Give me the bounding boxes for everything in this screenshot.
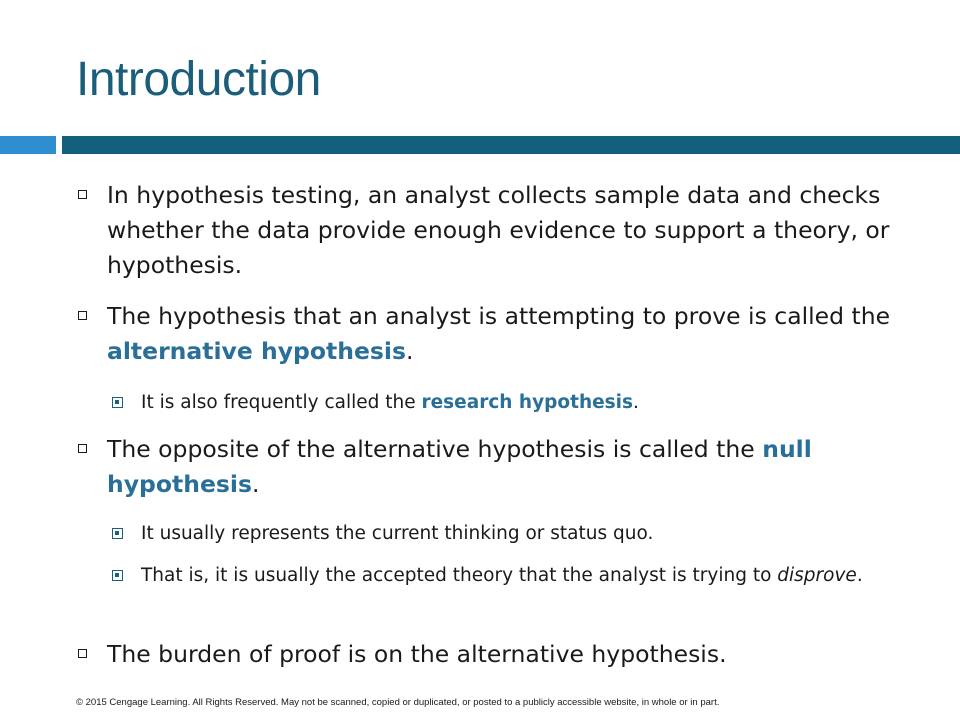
sub-bullet-item-3-2 <box>112 561 892 590</box>
bullet-text-part: . <box>633 392 639 413</box>
hollow-square-bullet-icon <box>78 444 87 453</box>
accent-bar-right <box>62 136 960 154</box>
bullet-item-3 <box>78 432 898 502</box>
bullet-text-part: . <box>405 337 414 365</box>
bullet-text-part: The opposite of the alternative hypothesis is called the <box>107 435 763 463</box>
accent-bar-left <box>0 136 56 154</box>
hollow-square-bullet-icon <box>78 649 87 658</box>
bullet-item-4 <box>78 637 898 672</box>
copyright-footer: © 2015 Cengage Learning. All Rights Reserved. May not be scanned, copied or duplicated, or posted to a publicly accessible website, in whole or in part. <box>76 697 720 708</box>
sub-bullet-text <box>112 388 892 417</box>
bullet-text-part: The hypothesis that an analyst is attempting to prove is called the <box>107 302 891 330</box>
sub-bullet-item-3-1 <box>112 519 892 548</box>
sub-bullet-text: It usually represents the current thinking or status quo. <box>141 523 654 544</box>
filled-square-bullet-icon <box>112 397 123 408</box>
emphasis-term: disprove <box>777 565 857 586</box>
filled-square-bullet-icon <box>112 528 123 539</box>
filled-square-bullet-icon <box>112 570 123 581</box>
bullet-item-1 <box>78 178 898 283</box>
highlight-term: research hypothesis <box>421 392 634 413</box>
bullet-text-part: . <box>251 470 260 498</box>
hollow-square-bullet-icon <box>78 190 87 199</box>
bullet-text-part: It is also frequently called the <box>141 392 422 413</box>
bullet-text <box>78 432 898 502</box>
sub-bullet-item-2-1 <box>112 388 892 417</box>
bullet-text <box>78 299 898 369</box>
bullet-text: The burden of proof is on the alternative hypothesis. <box>107 640 727 668</box>
highlight-term: null hypothesis <box>107 435 812 498</box>
bullet-text-part: . <box>856 565 863 586</box>
bullet-item-2 <box>78 299 898 369</box>
hollow-square-bullet-icon <box>78 311 87 320</box>
bullet-text-part: That is, it is usually the accepted theory that the analyst is trying to <box>141 565 778 586</box>
sub-bullet-text <box>112 561 892 590</box>
bullet-text: In hypothesis testing, an analyst collects sample data and checks whether the data provide enough evidence to support a theory, or hypothesis. <box>107 181 890 279</box>
slide-title: Introduction <box>76 53 321 106</box>
highlight-term: alternative hypothesis <box>107 337 406 365</box>
